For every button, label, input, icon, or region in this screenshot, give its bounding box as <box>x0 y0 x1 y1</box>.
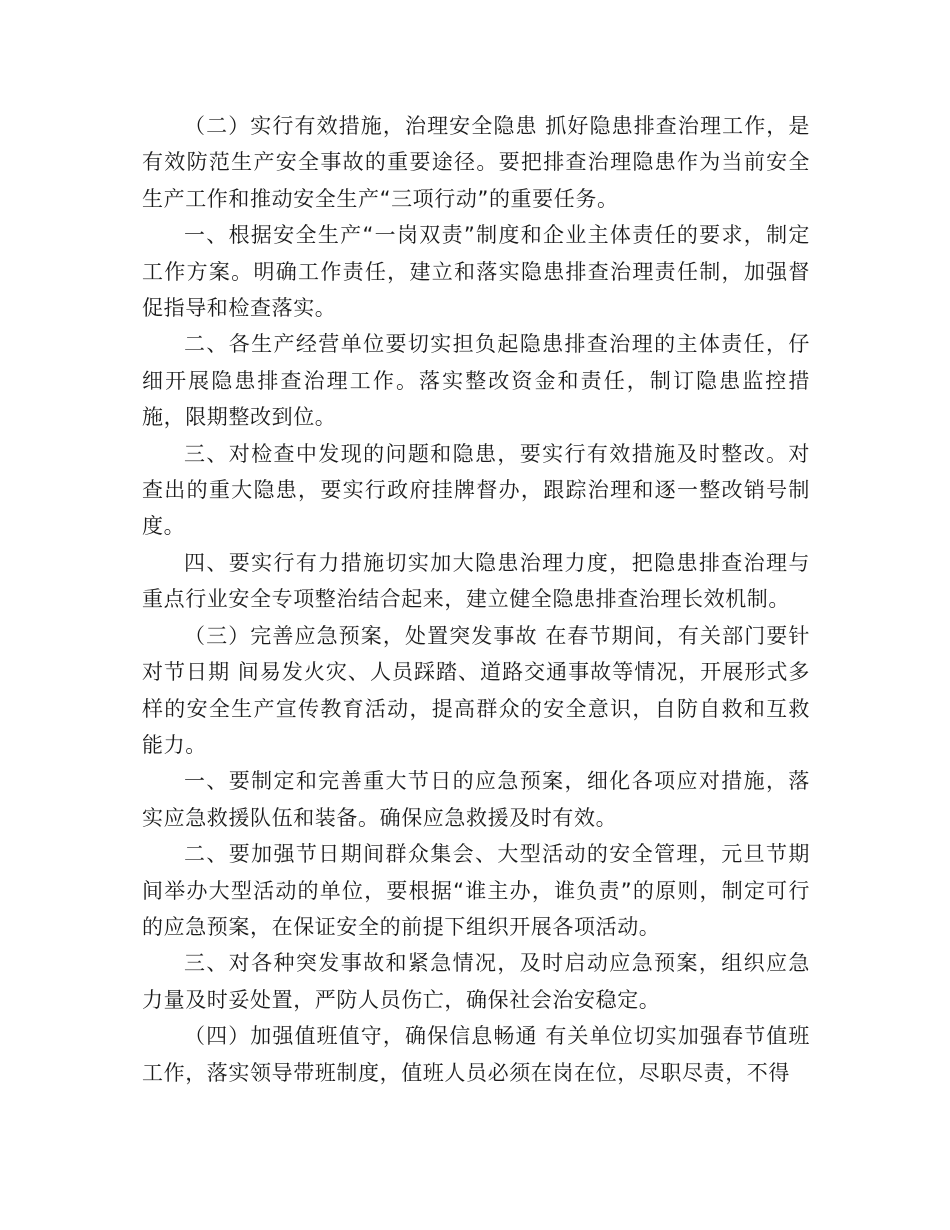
section-three-item-1: 一、要制定和完善重大节日的应急预案，细化各项应对措施，落实应急救援队伍和装备。确保应急救援及时有效。 <box>142 769 810 830</box>
section-three-item-2: 二、要加强节日期间群众集会、大型活动的安全管理，元旦节期间举办大型活动的单位，要根据“谁主办，谁负责”的原则，制定可行的应急预案，在保证安全的前提下组织开展各项活动。 <box>142 842 810 939</box>
section-two-heading-paragraph: （二）实行有效措施，治理安全隐患 抓好隐患排查治理工作，是有效防范生产安全事故的重要途径。要把排查治理隐患作为当前安全生产工作和推动安全生产“三项行动”的重要任务。 <box>142 114 810 211</box>
section-four-heading-paragraph: （四）加强值班值守，确保信息畅通 有关单位切实加强春节值班工作，落实领导带班制度，值班人员必须在岗在位，尽职尽责，不得 <box>142 1024 810 1085</box>
section-three-heading-paragraph: （三）完善应急预案，处置突发事故 在春节期间，有关部门要针对节日期 间易发火灾、人员踩踏、道路交通事故等情况，开展形式多样的安全生产宣传教育活动，提高群众的安全意识，自防自救和互救能力。 <box>142 623 810 757</box>
document-body <box>142 108 810 1091</box>
section-two-item-2: 二、各生产经营单位要切实担负起隐患排查治理的主体责任，仔细开展隐患排查治理工作。落实整改资金和责任，制订隐患监控措施，限期整改到位。 <box>142 332 810 430</box>
section-three-item-3: 三、对各种突发事故和紧急情况，及时启动应急预案，组织应急力量及时妥处置，严防人员伤亡，确保社会治安稳定。 <box>142 951 810 1012</box>
section-two-item-1: 一、根据安全生产“一岗双责”制度和企业主体责任的要求，制定工作方案。明确工作责任，建立和落实隐患排查治理责任制，加强督促指导和检查落实。 <box>142 223 810 321</box>
section-two-item-4: 四、要实行有力措施切实加大隐患治理力度，把隐患排查治理与重点行业安全专项整治结合起来，建立健全隐患排查治理长效机制。 <box>142 550 810 612</box>
section-two-item-3: 三、对检查中发现的问题和隐患，要实行有效措施及时整改。对查出的重大隐患，要实行政府挂牌督办，跟踪治理和逐一整改销号制度。 <box>142 441 810 539</box>
